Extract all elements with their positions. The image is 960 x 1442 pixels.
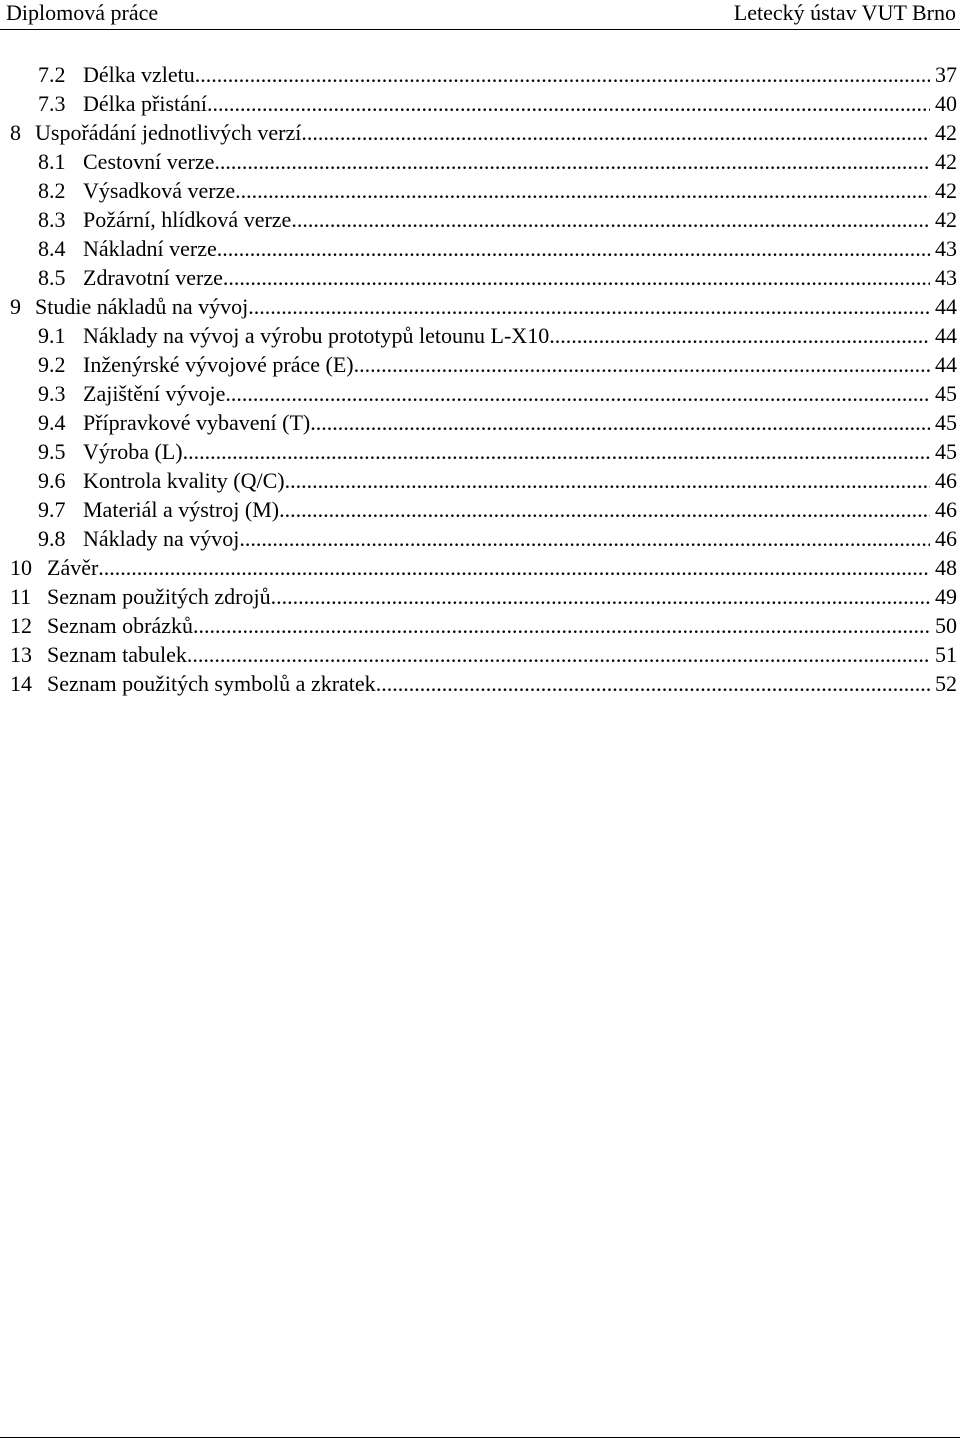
toc-entry-number: 8 (10, 120, 21, 145)
dot-leader (235, 176, 930, 205)
dot-leader (98, 553, 930, 582)
toc-entry[interactable] (0, 60, 960, 89)
toc-entry-page-number: 48 (935, 555, 957, 580)
toc-entry-number: 9.6 (38, 468, 66, 493)
dot-leader (279, 495, 930, 524)
toc-entry-page-number: 44 (935, 352, 957, 377)
dot-leader (183, 437, 930, 466)
dot-leader (310, 408, 930, 437)
dot-leader (223, 263, 930, 292)
toc-entry-title-wrap (47, 669, 930, 698)
toc-entry[interactable] (0, 524, 960, 553)
toc-entry-page-number: 45 (935, 439, 957, 464)
toc-entry-number: 7.3 (38, 91, 66, 116)
toc-entry-title: Nákladní verze (83, 236, 217, 261)
toc-entry-title-wrap (47, 553, 930, 582)
dot-leader (285, 466, 930, 495)
toc-entry-page-number: 42 (935, 120, 957, 145)
document-type-label: Diplomová práce (6, 0, 159, 25)
toc-entry-title: Materiál a výstroj (M) (83, 497, 280, 522)
toc-entry[interactable] (0, 176, 960, 205)
toc-entry-title: Uspořádání jednotlivých verzí (35, 120, 302, 145)
dot-leader (195, 60, 930, 89)
toc-entry-page-number: 40 (935, 91, 957, 116)
toc-entry-title-wrap (83, 60, 930, 89)
toc-entry[interactable] (0, 89, 960, 118)
toc-entry-number: 9.2 (38, 352, 66, 377)
institution-label: Letecký ústav VUT Brno (733, 0, 956, 25)
toc-entry-title-wrap (83, 408, 930, 437)
toc-entry-title-wrap (83, 321, 930, 350)
toc-entry-page-number: 46 (935, 526, 957, 551)
toc-entry-page-number: 45 (935, 381, 957, 406)
table-of-contents (0, 60, 960, 698)
toc-entry-title: Výroba (L) (83, 439, 183, 464)
toc-entry-title: Požární, hlídková verze (83, 207, 292, 232)
toc-entry-title: Studie nákladů na vývoj (35, 294, 249, 319)
toc-entry-number: 11 (10, 584, 32, 609)
toc-entry[interactable] (0, 118, 960, 147)
footer-divider (0, 1437, 960, 1438)
toc-entry-title-wrap (83, 147, 930, 176)
toc-entry-number: 8.1 (38, 149, 66, 174)
toc-entry-title-wrap (83, 350, 930, 379)
toc-entry-page-number: 51 (935, 642, 957, 667)
toc-entry-number: 9.7 (38, 497, 66, 522)
toc-entry-title: Seznam použitých zdrojů (47, 584, 271, 609)
toc-entry-title-wrap (83, 176, 930, 205)
toc-entry-page-number: 45 (935, 410, 957, 435)
dot-leader (376, 669, 930, 698)
toc-entry-title: Seznam použitých symbolů a zkratek (47, 671, 376, 696)
dot-leader (291, 205, 930, 234)
toc-entry-title: Výsadková verze (83, 178, 236, 203)
toc-entry[interactable] (0, 466, 960, 495)
toc-entry[interactable] (0, 321, 960, 350)
toc-entry-title-wrap (83, 205, 930, 234)
toc-entry-title-wrap (35, 118, 930, 147)
dot-leader (187, 640, 930, 669)
toc-entry[interactable] (0, 582, 960, 611)
toc-entry-number: 9.4 (38, 410, 66, 435)
toc-entry-number: 12 (10, 613, 32, 638)
toc-entry-number: 9 (10, 294, 21, 319)
toc-entry-title: Kontrola kvality (Q/C) (83, 468, 285, 493)
toc-entry-title-wrap (47, 640, 930, 669)
toc-entry-number: 9.3 (38, 381, 66, 406)
toc-entry[interactable] (0, 611, 960, 640)
toc-entry-title: Seznam tabulek (47, 642, 187, 667)
dot-leader (217, 234, 930, 263)
header-divider (0, 29, 960, 30)
toc-entry-title: Náklady na vývoj (83, 526, 240, 551)
dot-leader (193, 611, 930, 640)
toc-entry-title-wrap (47, 582, 930, 611)
dot-leader (225, 379, 930, 408)
toc-entry-title-wrap (83, 234, 930, 263)
toc-entry-number: 9.5 (38, 439, 66, 464)
dot-leader (248, 292, 930, 321)
dot-leader (354, 350, 930, 379)
dot-leader (207, 89, 930, 118)
toc-entry-page-number: 43 (935, 236, 957, 261)
toc-entry-number: 7.2 (38, 62, 66, 87)
dot-leader (301, 118, 930, 147)
toc-entry-page-number: 44 (935, 323, 957, 348)
dot-leader (549, 321, 930, 350)
toc-entry-number: 8.4 (38, 236, 66, 261)
toc-entry-page-number: 42 (935, 149, 957, 174)
toc-entry[interactable] (0, 147, 960, 176)
toc-entry[interactable] (0, 495, 960, 524)
toc-entry-title-wrap (83, 437, 930, 466)
toc-entry-number: 13 (10, 642, 32, 667)
toc-entry-number: 8.2 (38, 178, 66, 203)
toc-entry-number: 9.1 (38, 323, 66, 348)
toc-entry-title: Zajištění vývoje (83, 381, 226, 406)
toc-entry-number: 9.8 (38, 526, 66, 551)
toc-entry[interactable] (0, 205, 960, 234)
dot-leader (271, 582, 930, 611)
toc-entry-title: Inženýrské vývojové práce (E) (83, 352, 354, 377)
toc-entry[interactable] (0, 263, 960, 292)
toc-entry-page-number: 52 (935, 671, 957, 696)
toc-entry[interactable] (0, 379, 960, 408)
toc-entry-title-wrap (83, 263, 930, 292)
toc-entry-title: Zdravotní verze (83, 265, 223, 290)
toc-entry[interactable] (0, 669, 960, 698)
toc-entry-title-wrap (83, 379, 930, 408)
toc-entry[interactable] (0, 408, 960, 437)
toc-entry-title: Délka přistání (83, 91, 208, 116)
toc-entry-title-wrap (47, 611, 930, 640)
toc-entry-title-wrap (35, 292, 930, 321)
dot-leader (239, 524, 930, 553)
page-header (0, 0, 960, 30)
toc-entry-title-wrap (83, 524, 930, 553)
toc-entry[interactable] (0, 234, 960, 263)
toc-entry[interactable] (0, 437, 960, 466)
toc-entry-title-wrap (83, 89, 930, 118)
toc-entry[interactable] (0, 640, 960, 669)
toc-entry-page-number: 44 (935, 294, 957, 319)
toc-entry-number: 8.5 (38, 265, 66, 290)
toc-entry[interactable] (0, 292, 960, 321)
dot-leader (214, 147, 930, 176)
toc-entry-title: Délka vzletu (83, 62, 195, 87)
toc-entry-page-number: 42 (935, 207, 957, 232)
toc-entry-title-wrap (83, 466, 930, 495)
toc-entry-title: Přípravkové vybavení (T) (83, 410, 311, 435)
toc-entry-page-number: 42 (935, 178, 957, 203)
toc-entry-title: Seznam obrázků (47, 613, 193, 638)
toc-entry-title: Cestovní verze (83, 149, 215, 174)
toc-entry-number: 14 (10, 671, 32, 696)
toc-entry[interactable] (0, 553, 960, 582)
toc-entry-page-number: 50 (935, 613, 957, 638)
toc-entry-title-wrap (83, 495, 930, 524)
toc-entry-page-number: 43 (935, 265, 957, 290)
toc-entry-number: 8.3 (38, 207, 66, 232)
toc-entry[interactable] (0, 350, 960, 379)
toc-entry-number: 10 (10, 555, 32, 580)
toc-entry-title: Náklady na vývoj a výrobu prototypů letounu L-X10 (83, 323, 550, 348)
toc-entry-page-number: 46 (935, 468, 957, 493)
toc-entry-page-number: 46 (935, 497, 957, 522)
toc-entry-page-number: 49 (935, 584, 957, 609)
toc-entry-page-number: 37 (935, 62, 957, 87)
toc-entry-title: Závěr (47, 555, 99, 580)
